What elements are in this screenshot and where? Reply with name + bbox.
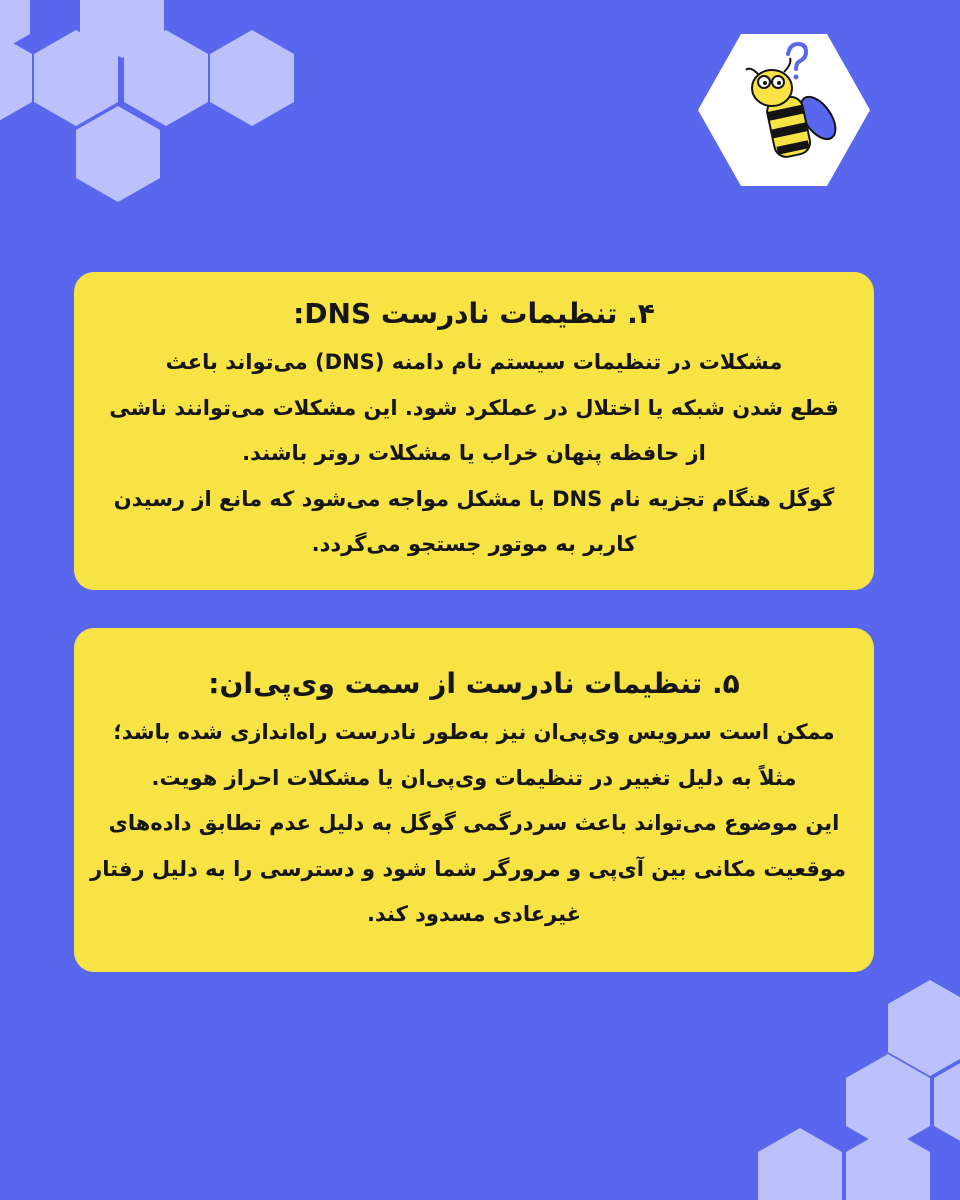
hexagon-shape xyxy=(846,1128,930,1200)
card-text-line: غیرعادی مسدود کند. xyxy=(366,902,582,926)
card-text-line: مشکلات در تنظیمات سیستم نام دامنه (DNS) می‌تواند باعث xyxy=(165,350,783,374)
card-text-line: این موضوع می‌تواند باعث سردرگمی گوگل به دلیل عدم تطابق داده‌های xyxy=(108,811,840,835)
bee-eye xyxy=(763,81,767,85)
card-text-line: کاربر به موتور جستجو می‌گردد. xyxy=(311,532,637,556)
honeycomb-bottom-right xyxy=(758,980,960,1200)
honeycomb-top-left xyxy=(0,0,294,202)
bee-head xyxy=(752,70,792,106)
card-text-line: موقعیت مکانی بین آی‌پی و مرورگر شما شود و دسترسی را به دلیل رفتار xyxy=(90,856,846,881)
info-card-vpn xyxy=(74,628,874,972)
hexagon-shape xyxy=(0,30,32,126)
card-text-line: مثلاً به دلیل تغییر در تنظیمات وی‌پی‌ان یا مشکلات احراز هویت. xyxy=(151,765,797,790)
hexagon-shape xyxy=(758,1128,842,1200)
hexagon-shape xyxy=(76,106,160,202)
bee-question-mark-icon xyxy=(696,32,872,188)
card-title: ۵. تنظیمات نادرست از سمت وی‌پی‌ان: xyxy=(208,667,740,700)
question-mark-dot xyxy=(794,75,799,80)
hexagon-shape xyxy=(210,30,294,126)
info-card-dns xyxy=(74,272,874,590)
card-title: ۴. تنظیمات نادرست DNS: xyxy=(293,297,655,330)
card-text-line: از حافظه پنهان خراب یا مشکلات روتر باشند. xyxy=(242,441,706,465)
card-text-line: ممکن است سرویس وی‌پی‌ان نیز به‌طور نادرست راه‌اندازی شده باشد؛ xyxy=(113,720,835,744)
card-text-line: قطع شدن شبکه یا اختلال در عملکرد شود. این مشکلات می‌توانند ناشی xyxy=(109,395,839,420)
bee-eye xyxy=(777,81,781,85)
card-text-line: گوگل هنگام تجزیه نام DNS با مشکل مواجه می‌شود که مانع از رسیدن xyxy=(113,486,835,511)
